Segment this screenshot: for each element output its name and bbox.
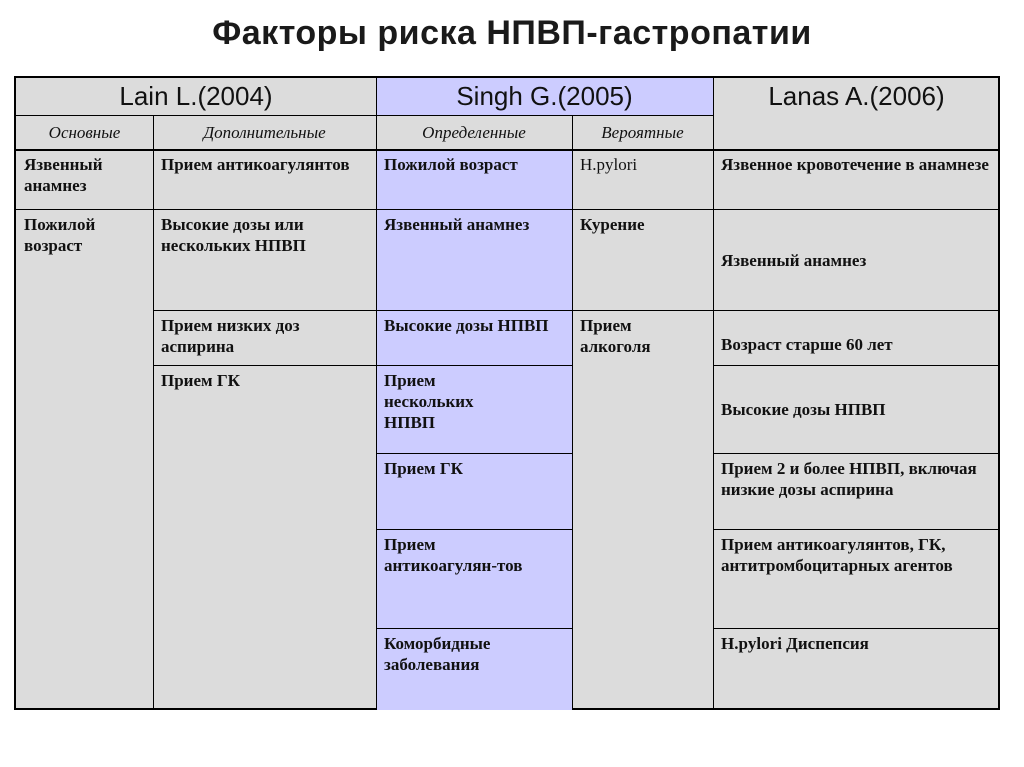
lanas-cell: Высокие дозы НПВП xyxy=(721,399,886,419)
singh-probable-cell: Прием алкоголя xyxy=(580,316,651,356)
lanas-cell: Язвенный анамнез xyxy=(721,250,867,270)
lanas-cell: H.pylori Диспепсия xyxy=(721,634,869,653)
lain-additional-cell: Прием низких доз аспирина xyxy=(161,316,300,356)
singh-definite-cell: Прием антикоагулян-тов xyxy=(384,535,523,575)
singh-probable-cell: Курение xyxy=(580,215,645,234)
singh-definite-cell: Прием нескольких НПВП xyxy=(384,371,474,432)
risk-factors-table xyxy=(14,76,1000,710)
singh-definite-cell: Пожилой возраст xyxy=(384,155,518,174)
subheader-probable: Вероятные xyxy=(601,122,684,142)
header-singh: Singh G.(2005) xyxy=(456,81,633,111)
singh-definite-cell: Коморбидные заболевания xyxy=(384,634,491,674)
subheader-definite: Определенные xyxy=(422,122,526,142)
lain-additional-cell: Прием ГК xyxy=(161,371,240,390)
lain-additional-cell: Прием антикоагулянтов xyxy=(161,155,350,174)
singh-definite-cell: Язвенный анамнез xyxy=(384,215,530,234)
lanas-cell: Язвенное кровотечение в анамнезе xyxy=(721,155,989,174)
singh-probable-cell: H.pylori xyxy=(580,155,638,174)
lanas-cell: Прием 2 и более НПВП, включая низкие дозы аспирина xyxy=(721,459,977,499)
header-lanas: Lanas A.(2006) xyxy=(768,81,945,111)
lain-basic-cell: Язвенный анамнез xyxy=(24,155,103,195)
subheader-basic: Основные xyxy=(48,122,121,142)
page-title: Факторы риска НПВП-гастропатии xyxy=(212,14,812,52)
lanas-cell: Возраст старше 60 лет xyxy=(721,335,893,354)
lain-additional-cell: Высокие дозы или нескольких НПВП xyxy=(161,215,306,255)
lanas-cell: Прием антикоагулянтов, ГК, антитромбоцитарных агентов xyxy=(721,535,953,575)
singh-definite-cell: Прием ГК xyxy=(384,459,463,478)
lain-basic-cell: Пожилой возраст xyxy=(24,215,96,255)
subheader-additional: Дополнительные xyxy=(203,122,326,142)
header-lain: Lain L.(2004) xyxy=(119,81,273,111)
singh-definite-cell: Высокие дозы НПВП xyxy=(384,316,549,335)
